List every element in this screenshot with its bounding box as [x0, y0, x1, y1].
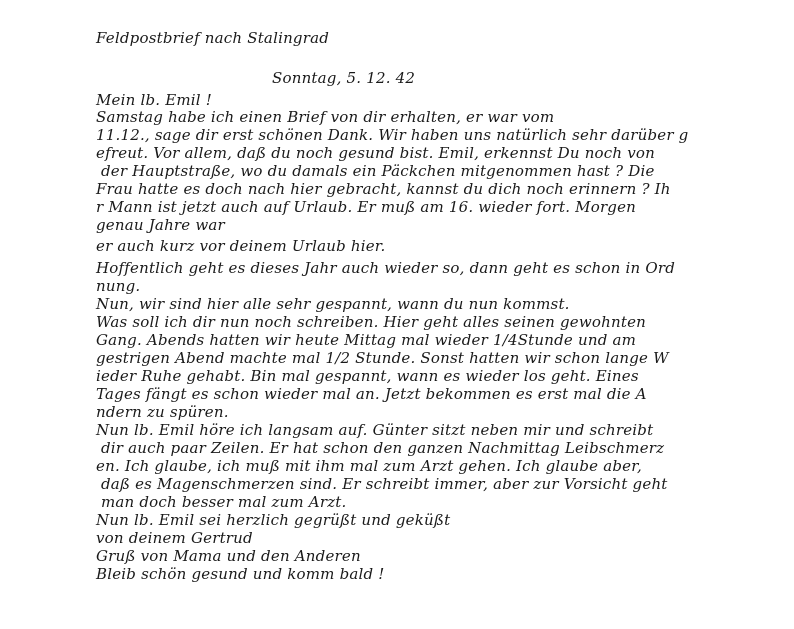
letter-line: Bleib schön gesund und komm bald !: [96, 565, 385, 583]
letter-line: Nun lb. Emil sei herzlich gegrüßt und geküßt: [96, 511, 451, 529]
letter-line: 11.12., sage dir erst schönen Dank. Wir haben uns natürlich sehr darüber g: [96, 126, 689, 144]
letter-line: en. Ich glaube, ich muß mit ihm mal zum Arzt gehen. Ich glaube aber,: [96, 457, 642, 475]
letter-line: efreut. Vor allem, daß du noch gesund bist. Emil, erkennst Du noch von: [96, 144, 655, 162]
letter-line: man doch besser mal zum Arzt.: [96, 493, 347, 511]
letter-line: nung.: [96, 277, 141, 295]
letter-line: r Mann ist jetzt auch auf Urlaub. Er muß am 16. wieder fort. Morgen: [96, 198, 637, 216]
letter-line: ndern zu spüren.: [96, 403, 229, 421]
letter-line: ieder Ruhe gehabt. Bin mal gespannt, wann es wieder los geht. Eines: [96, 367, 639, 385]
letter-line: dir auch paar Zeilen. Er hat schon den ganzen Nachmittag Leibschmerz: [96, 439, 665, 457]
letter-date: Sonntag, 5. 12. 42: [272, 69, 416, 87]
letter-line: genau Jahre war: [96, 216, 225, 234]
letter-line: Gruß von Mama und den Anderen: [96, 547, 361, 565]
letter-line: er auch kurz vor deinem Urlaub hier.: [96, 237, 386, 255]
letter-line: Frau hatte es doch nach hier gebracht, kannst du dich noch erinnern ? Ih: [96, 180, 671, 198]
letter-line: gestrigen Abend machte mal 1/2 Stunde. Sonst hatten wir schon lange W: [96, 349, 669, 367]
letter-title: Feldpostbrief nach Stalingrad: [96, 29, 330, 47]
letter-line: Samstag habe ich einen Brief von dir erhalten, er war vom: [96, 108, 555, 126]
letter-line: Nun, wir sind hier alle sehr gespannt, wann du nun kommst.: [96, 295, 570, 313]
letter-line: daß es Magenschmerzen sind. Er schreibt immer, aber zur Vorsicht geht: [96, 475, 668, 493]
letter-line: Gang. Abends hatten wir heute Mittag mal wieder 1/4Stunde und am: [96, 331, 637, 349]
letter-line: Hoffentlich geht es dieses Jahr auch wieder so, dann geht es schon in Ord: [96, 259, 676, 277]
letter-line: Nun lb. Emil höre ich langsam auf. Günter sitzt neben mir und schreibt: [96, 421, 654, 439]
letter-line: Tages fängt es schon wieder mal an. Jetzt bekommen es erst mal die A: [96, 385, 647, 403]
letter-line: der Hauptstraße, wo du damals ein Päckchen mitgenommen hast ? Die: [96, 162, 655, 180]
letter-line: Was soll ich dir nun noch schreiben. Hier geht alles seinen gewohnten: [96, 313, 647, 331]
letter-line: Mein lb. Emil !: [96, 91, 212, 109]
letter-line: von deinem Gertrud: [96, 529, 253, 547]
